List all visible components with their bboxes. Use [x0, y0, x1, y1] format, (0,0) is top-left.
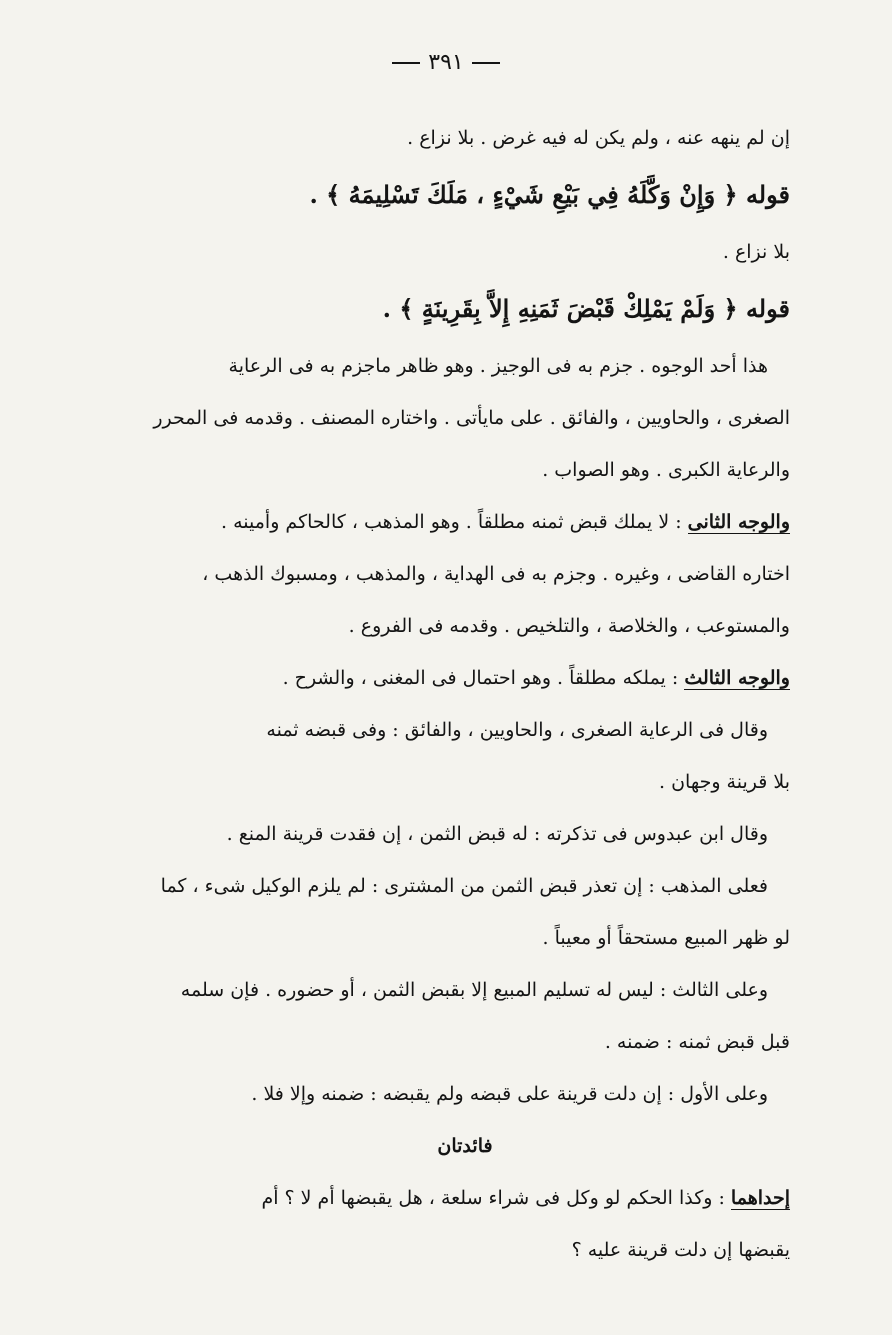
text-line-17: [140, 964, 790, 1016]
text-line-3: [140, 226, 790, 278]
text-line-10: [140, 600, 790, 652]
section-heading-text: فائدتان: [437, 1135, 493, 1157]
text-line-18-content: قبل قبض ثمنه : ضمنه .: [604, 1031, 790, 1053]
text-line-6: [140, 392, 790, 444]
text-line-21: [140, 1172, 790, 1224]
text-line-1-content: إن لم ينهه عنه ، ولم يكن له فيه غرض . بلا نزاع .: [407, 127, 790, 149]
lead-third-view: والوجه الثالث: [684, 667, 790, 689]
text-line-8-content: : لا يملك قبض ثمنه مطلقاً . وهو المذهب ، كالحاكم وأمينه .: [221, 511, 688, 533]
text-line-19-content: وعلى الأول : إن دلت قرينة على قبضه ولم يقبضه : ضمنه وإلا فلا .: [251, 1083, 768, 1105]
text-line-13: [140, 756, 790, 808]
page-number: [0, 50, 892, 75]
text-line-5: [140, 340, 790, 392]
text-line-7-content: والرعاية الكبرى . وهو الصواب .: [542, 459, 790, 481]
text-line-22: [140, 1224, 790, 1276]
text-line-15: [140, 860, 790, 912]
body-text: [140, 112, 790, 1276]
verse-lead-1: قوله: [745, 180, 790, 209]
page-number-dash-right: [472, 62, 500, 64]
verse-text-2: ﴿ وَلَمْ يَمْلِكْ قَبْضَ ثَمَنِهِ إِلاَّ بِقَرِينَةٍ ﴾ .: [382, 294, 746, 323]
text-line-18: [140, 1016, 790, 1068]
text-line-14-content: وقال ابن عبدوس فى تذكرته : له قبض الثمن ، إن فقدت قرينة المنع .: [226, 823, 768, 845]
verse-text-1: ﴿ وَإِنْ وَكَّلَهُ فِي بَيْعِ شَيْءٍ ، مَلَكَ تَسْلِيمَهُ ﴾ .: [309, 180, 746, 209]
verse-lead-2: قوله: [745, 294, 790, 323]
text-line-16-content: لو ظهر المبيع مستحقاً أو معيباً .: [542, 927, 790, 949]
text-line-8: [140, 496, 790, 548]
text-line-19: [140, 1068, 790, 1120]
verse-line-2: [140, 278, 790, 340]
verse-line-1: [140, 164, 790, 226]
text-line-21-content: : وكذا الحكم لو وكل فى شراء سلعة ، هل يقبضها أم لا ؟ أم: [261, 1187, 731, 1209]
section-heading: [140, 1120, 790, 1172]
text-line-9: [140, 548, 790, 600]
text-line-12: [140, 704, 790, 756]
text-line-5-content: هذا أحد الوجوه . جزم به فى الوجيز . وهو ظاهر ماجزم به فى الرعاية: [228, 355, 768, 377]
text-line-1: [140, 112, 790, 164]
text-line-3-content: بلا نزاع .: [722, 241, 790, 263]
text-line-10-content: والمستوعب ، والخلاصة ، والتلخيص . وقدمه فى الفروع .: [348, 615, 790, 637]
lead-second-view: والوجه الثانى: [687, 511, 790, 533]
text-line-17-content: وعلى الثالث : ليس له تسليم المبيع إلا بقبض الثمن ، أو حضوره . فإن سلمه: [180, 979, 768, 1001]
page-number-dash-left: [392, 62, 420, 64]
text-line-7: [140, 444, 790, 496]
text-line-15-content: فعلى المذهب : إن تعذر قبض الثمن من المشترى : لم يلزم الوكيل شىء ، كما: [160, 875, 768, 897]
page-number-value: ٣٩١: [428, 50, 464, 75]
text-line-9-content: اختاره القاضى ، وغيره . وجزم به فى الهداية ، والمذهب ، ومسبوك الذهب ،: [202, 563, 790, 585]
text-line-6-content: الصغرى ، والحاويين ، والفائق . على مايأتى . واختاره المصنف . وقدمه فى المحرر: [153, 407, 790, 429]
text-line-22-content: يقبضها إن دلت قرينة عليه ؟: [571, 1239, 790, 1261]
text-line-16: [140, 912, 790, 964]
lead-first: إحداهما: [730, 1187, 790, 1209]
text-line-13-content: بلا قرينة وجهان .: [659, 771, 790, 793]
text-line-12-content: وقال فى الرعاية الصغرى ، والحاويين ، والفائق : وفى قبضه ثمنه: [266, 719, 768, 741]
text-line-11-content: : يملكه مطلقاً . وهو احتمال فى المغنى ، والشرح .: [282, 667, 685, 689]
text-line-14: [140, 808, 790, 860]
text-line-11: [140, 652, 790, 704]
